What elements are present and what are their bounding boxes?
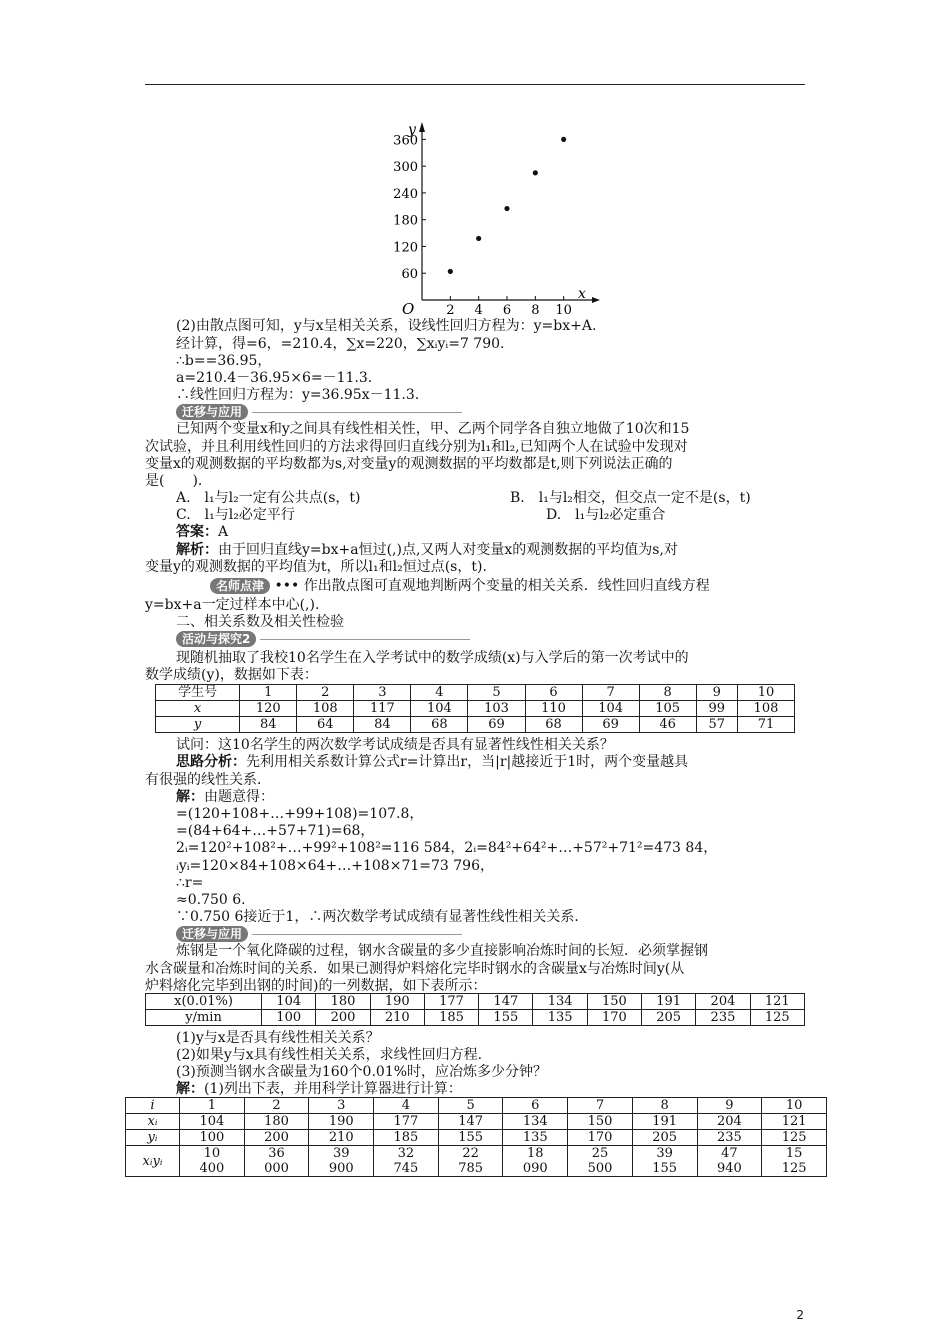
score-table-cell: 117 — [354, 701, 411, 717]
q2-line1: 现随机抽取了我校10名学生在入学考试中的数学成绩(x)与入学后的第一次考试中的 — [176, 650, 689, 666]
calc-table-cell: 5 — [438, 1098, 503, 1114]
activity-badge: 活动与探究2 — [176, 631, 256, 647]
calc-table-cell: 39 155 — [632, 1146, 697, 1177]
score-table-cell: 99 — [696, 701, 737, 717]
calc-table-cell: xᵢyᵢ — [126, 1146, 180, 1177]
score-table-cell: 10 — [737, 685, 794, 701]
tip-dots: ••• — [274, 578, 300, 594]
score-table-row — [156, 701, 795, 717]
y-axis-arrow — [419, 122, 425, 132]
score-table-cell: 68 — [411, 717, 468, 733]
transfer-heading-2 — [176, 925, 462, 943]
calc-table-cell: 18 090 — [503, 1146, 568, 1177]
score-table-cell: 104 — [582, 701, 639, 717]
q1-line3: 变量x的观测数据的平均数都为s,对变量y的观测数据的平均数都是t,则下列说法正确的 — [145, 456, 673, 472]
score-table-cell: 7 — [582, 685, 639, 701]
carbon-time-table — [145, 993, 805, 1026]
calc-table-cell: 10 400 — [180, 1146, 245, 1177]
score-table-cell: 84 — [354, 717, 411, 733]
calc-table-cell: 235 — [697, 1130, 762, 1146]
x-tick-label: 2 — [446, 303, 455, 318]
q2-step2: =(84+64+…+57+71)=68， — [176, 823, 375, 839]
carbon-table-row — [146, 1010, 805, 1026]
sol1-line2: 经计算，得=6，=210.4，∑x=220，∑xᵢyᵢ=7 790. — [176, 336, 505, 352]
solution-text: (1)列出下表，并用科学计算器进行计算： — [204, 1081, 462, 1097]
sol1-line3: ∴b==36.95， — [176, 353, 272, 369]
hint-text: 先利用相关系数计算公式r=计算出r，当|r|越接近于1时，两个变量越具 — [246, 754, 689, 770]
score-table-row — [156, 717, 795, 733]
calc-table-cell: 8 — [632, 1098, 697, 1114]
origin-label: O — [402, 300, 415, 318]
score-table-cell: 57 — [696, 717, 737, 733]
carbon-table-cell: 155 — [479, 1010, 533, 1026]
data-point — [561, 137, 566, 142]
score-table-cell: 110 — [525, 701, 582, 717]
page-number: 2 — [796, 1308, 804, 1322]
carbon-table-cell: 235 — [696, 1010, 750, 1026]
calc-table-cell: 2 — [244, 1098, 309, 1114]
calc-table-cell: 191 — [632, 1114, 697, 1130]
transfer-badge: 迁移与应用 — [176, 404, 248, 420]
q1-line4: 是( ). — [145, 473, 203, 489]
score-table-cell: x — [156, 701, 240, 717]
carbon-table-cell: 190 — [370, 994, 424, 1010]
q2-step4: ᵢyᵢ=120×84+108×64+…+108×71=73 796， — [176, 858, 494, 874]
carbon-table-cell: 134 — [533, 994, 587, 1010]
q2-solution — [176, 788, 274, 806]
score-table-cell: 105 — [639, 701, 696, 717]
calc-table-cell: 121 — [762, 1114, 827, 1130]
calc-table-cell: 170 — [568, 1130, 633, 1146]
q2-step7: ∵0.750 6接近于1，∴两次数学考试成绩有显著性线性相关关系. — [176, 909, 579, 925]
calc-table-cell: 200 — [244, 1130, 309, 1146]
y-tick-label: 180 — [393, 213, 418, 229]
carbon-table-cell: 100 — [262, 1010, 316, 1026]
answer-label: 答案： — [176, 524, 218, 540]
score-table-cell: 5 — [468, 685, 525, 701]
carbon-table-cell: 191 — [642, 994, 696, 1010]
score-table-cell: 84 — [240, 717, 297, 733]
carbon-table-cell: 185 — [424, 1010, 478, 1026]
calc-table-cell: 1 — [180, 1098, 245, 1114]
calc-table-cell: 39 900 — [309, 1146, 374, 1177]
q3-line1: 炼钢是一个氧化降碳的过程，钢水含碳量的多少直接影响冶炼时间的长短．必须掌握钢 — [176, 943, 708, 959]
y-tick-label: 360 — [393, 133, 418, 149]
tip-text: 作出散点图可直观地判断两个变量的相关关系．线性回归直线方程 — [303, 578, 710, 594]
carbon-table-cell: 200 — [316, 1010, 370, 1026]
calc-table-cell: 3 — [309, 1098, 374, 1114]
carbon-table-cell: x(0.01%) — [146, 994, 262, 1010]
calc-table-cell: xᵢ — [126, 1114, 180, 1130]
score-table — [155, 684, 795, 733]
y-tick-label: 300 — [393, 160, 418, 176]
score-table-cell: 学生号 — [156, 685, 240, 701]
calc-table-cell: 10 — [762, 1098, 827, 1114]
calc-table-cell: 6 — [503, 1098, 568, 1114]
score-table-cell: 108 — [297, 701, 354, 717]
x-tick-label: 4 — [474, 303, 483, 318]
section-2-title: 二、相关系数及相关性检验 — [176, 614, 344, 630]
option-a: A. l₁与l₂一定有公共点(s，t) — [176, 490, 361, 506]
q1-analysis — [176, 541, 678, 559]
q3-part1: (1)y与x是否具有线性相关关系？ — [176, 1030, 380, 1046]
score-table-cell: 6 — [525, 685, 582, 701]
calc-table-cell: 47 940 — [697, 1146, 762, 1177]
carbon-table-cell: y/min — [146, 1010, 262, 1026]
calc-table-cell: 36 000 — [244, 1146, 309, 1177]
data-point — [504, 206, 509, 211]
calc-table-cell: 104 — [180, 1114, 245, 1130]
carbon-table-cell: 104 — [262, 994, 316, 1010]
score-table-cell: 1 — [240, 685, 297, 701]
option-b: B. l₁与l₂相交，但交点一定不是(s，t) — [510, 490, 751, 506]
calc-table-cell: 9 — [697, 1098, 762, 1114]
calc-table-row — [126, 1146, 827, 1177]
carbon-table-cell: 121 — [750, 994, 804, 1010]
calc-table-cell: 210 — [309, 1130, 374, 1146]
header-rule — [145, 84, 805, 85]
x-axis-label: x — [578, 286, 586, 302]
score-table-cell: 46 — [639, 717, 696, 733]
y-tick-label: 240 — [393, 186, 418, 202]
carbon-table-row — [146, 994, 805, 1010]
calc-table-cell: 134 — [503, 1114, 568, 1130]
score-table-cell: 2 — [297, 685, 354, 701]
score-table-cell: 3 — [354, 685, 411, 701]
sol1-line5: ∴线性回归方程为：y=36.95x－11.3. — [176, 387, 420, 403]
carbon-table-cell: 170 — [587, 1010, 641, 1026]
q3-solution — [176, 1080, 462, 1098]
calc-table-cell: 190 — [309, 1114, 374, 1130]
carbon-table-cell: 150 — [587, 994, 641, 1010]
score-table-cell: y — [156, 717, 240, 733]
y-axis-label: y — [408, 122, 416, 138]
data-point — [476, 236, 481, 241]
calc-table-cell: 125 — [762, 1130, 827, 1146]
analysis-text: 由于回归直线y=bx+a恒过(,)点,又两人对变量x的观测数据的平均值为s,对 — [218, 542, 678, 558]
carbon-table-cell: 180 — [316, 994, 370, 1010]
calc-table-cell: 100 — [180, 1130, 245, 1146]
x-tick-label: 6 — [502, 303, 512, 318]
calc-table-cell: 177 — [374, 1114, 439, 1130]
x-axis-arrow — [592, 297, 600, 303]
y-tick-label: 60 — [401, 267, 418, 283]
solution-label: 解： — [176, 789, 204, 805]
calc-table-cell: 22 785 — [438, 1146, 503, 1177]
heading-divider — [252, 412, 462, 413]
heading-divider — [260, 639, 470, 640]
carbon-table-cell: 210 — [370, 1010, 424, 1026]
x-tick-label: 8 — [531, 303, 540, 318]
data-point — [448, 269, 453, 274]
score-table-cell: 9 — [696, 685, 737, 701]
score-table-cell: 103 — [468, 701, 525, 717]
calc-table-cell: 150 — [568, 1114, 633, 1130]
calc-table-cell: 135 — [503, 1130, 568, 1146]
tip-line1 — [210, 577, 710, 595]
sol1-line4: a=210.4－36.95×6=－11.3. — [176, 370, 373, 386]
heading-divider — [252, 934, 462, 935]
q3-part2: (2)如果y与x具有线性相关关系，求线性回归方程. — [176, 1047, 483, 1063]
q3-line2: 水含碳量和冶炼时间的关系．如果已测得炉料熔化完毕时钢水的含碳量x与冶炼时间y(从 — [145, 961, 685, 977]
carbon-table-cell: 135 — [533, 1010, 587, 1026]
transfer-heading-1 — [176, 403, 462, 421]
calc-table-cell: 147 — [438, 1114, 503, 1130]
carbon-table-cell: 205 — [642, 1010, 696, 1026]
transfer-badge: 迁移与应用 — [176, 926, 248, 942]
score-table-cell: 108 — [737, 701, 794, 717]
score-table-cell: 120 — [240, 701, 297, 717]
calc-table-cell: 15 125 — [762, 1146, 827, 1177]
analysis-label: 解析： — [176, 542, 218, 558]
score-table-cell: 68 — [525, 717, 582, 733]
scatter-plot — [380, 118, 600, 320]
q2-step3: 2ᵢ=120²+108²+…+99²+108²=116 584，2ᵢ=84²+64²+…+57²+71²=473 84， — [176, 840, 718, 856]
data-point — [533, 170, 538, 175]
calc-table-row — [126, 1114, 827, 1130]
score-table-cell: 69 — [582, 717, 639, 733]
calculation-table — [125, 1097, 827, 1177]
calc-table-cell: i — [126, 1098, 180, 1114]
calc-table-cell: 32 745 — [374, 1146, 439, 1177]
score-table-cell: 69 — [468, 717, 525, 733]
q2-step1: =(120+108+…+99+108)=107.8， — [176, 806, 424, 822]
q2-step5: ∴r= — [176, 875, 204, 891]
score-table-cell: 64 — [297, 717, 354, 733]
q1-line2: 次试验，并且利用线性回归的方法求得回归直线分别为l₁和l₂,已知两个人在试验中发现对 — [145, 439, 688, 455]
q1-analysis-line2: 变量y的观测数据的平均值为t，所以l₁和l₂恒过点(s，t). — [145, 559, 487, 575]
q1-line1: 已知两个变量x和y之间具有线性相关性，甲、乙两个同学各自独立地做了10次和15 — [176, 421, 690, 437]
calc-table-cell: 180 — [244, 1114, 309, 1130]
calc-table-row — [126, 1098, 827, 1114]
q3-line3: 炉料熔化完毕到出钢的时间)的一列数据，如下表所示： — [145, 978, 487, 994]
calc-table-cell: 205 — [632, 1130, 697, 1146]
calc-table-cell: yᵢ — [126, 1130, 180, 1146]
solution-label: 解： — [176, 1081, 204, 1097]
x-tick-label: 10 — [555, 303, 572, 318]
score-table-cell: 8 — [639, 685, 696, 701]
calc-table-cell: 185 — [374, 1130, 439, 1146]
calc-table-cell: 4 — [374, 1098, 439, 1114]
score-table-row — [156, 685, 795, 701]
y-tick-label: 120 — [393, 240, 418, 256]
tip-badge: 名师点津 — [210, 578, 270, 594]
activity-heading — [176, 630, 470, 648]
carbon-table-cell: 177 — [424, 994, 478, 1010]
calc-table-cell: 7 — [568, 1098, 633, 1114]
calc-table-row — [126, 1130, 827, 1146]
q2-hint — [176, 753, 688, 771]
calc-table-cell: 155 — [438, 1130, 503, 1146]
score-table-cell: 104 — [411, 701, 468, 717]
sol1-line1: (2)由散点图可知，y与x呈相关关系，设线性回归方程为：y=bx+A. — [176, 318, 597, 334]
q2-step6: ≈0.750 6. — [176, 892, 246, 908]
q2-hint-line2: 有很强的线性关系． — [145, 772, 271, 788]
q2-ask: 试问：这10名学生的两次数学考试成绩是否具有显著性线性相关关系？ — [176, 737, 614, 753]
score-table-cell: 4 — [411, 685, 468, 701]
carbon-table-cell: 125 — [750, 1010, 804, 1026]
hint-label: 思路分析： — [176, 754, 246, 770]
q3-part3: (3)预测当钢水含碳量为160个0.01%时，应冶炼多少分钟？ — [176, 1064, 548, 1080]
tip-line2: y=bx+a一定过样本中心(,). — [145, 597, 320, 613]
q2-line2: 数学成绩(y)，数据如下表： — [145, 667, 318, 683]
q1-answer — [176, 523, 228, 541]
score-table-cell: 71 — [737, 717, 794, 733]
option-c: C. l₁与l₂必定平行 — [176, 507, 295, 523]
solution-intro: 由题意得： — [204, 789, 274, 805]
option-d: D. l₁与l₂必定重合 — [546, 507, 666, 523]
answer-value: A — [218, 524, 229, 540]
carbon-table-cell: 204 — [696, 994, 750, 1010]
calc-table-cell: 25 500 — [568, 1146, 633, 1177]
carbon-table-cell: 147 — [479, 994, 533, 1010]
calc-table-cell: 204 — [697, 1114, 762, 1130]
